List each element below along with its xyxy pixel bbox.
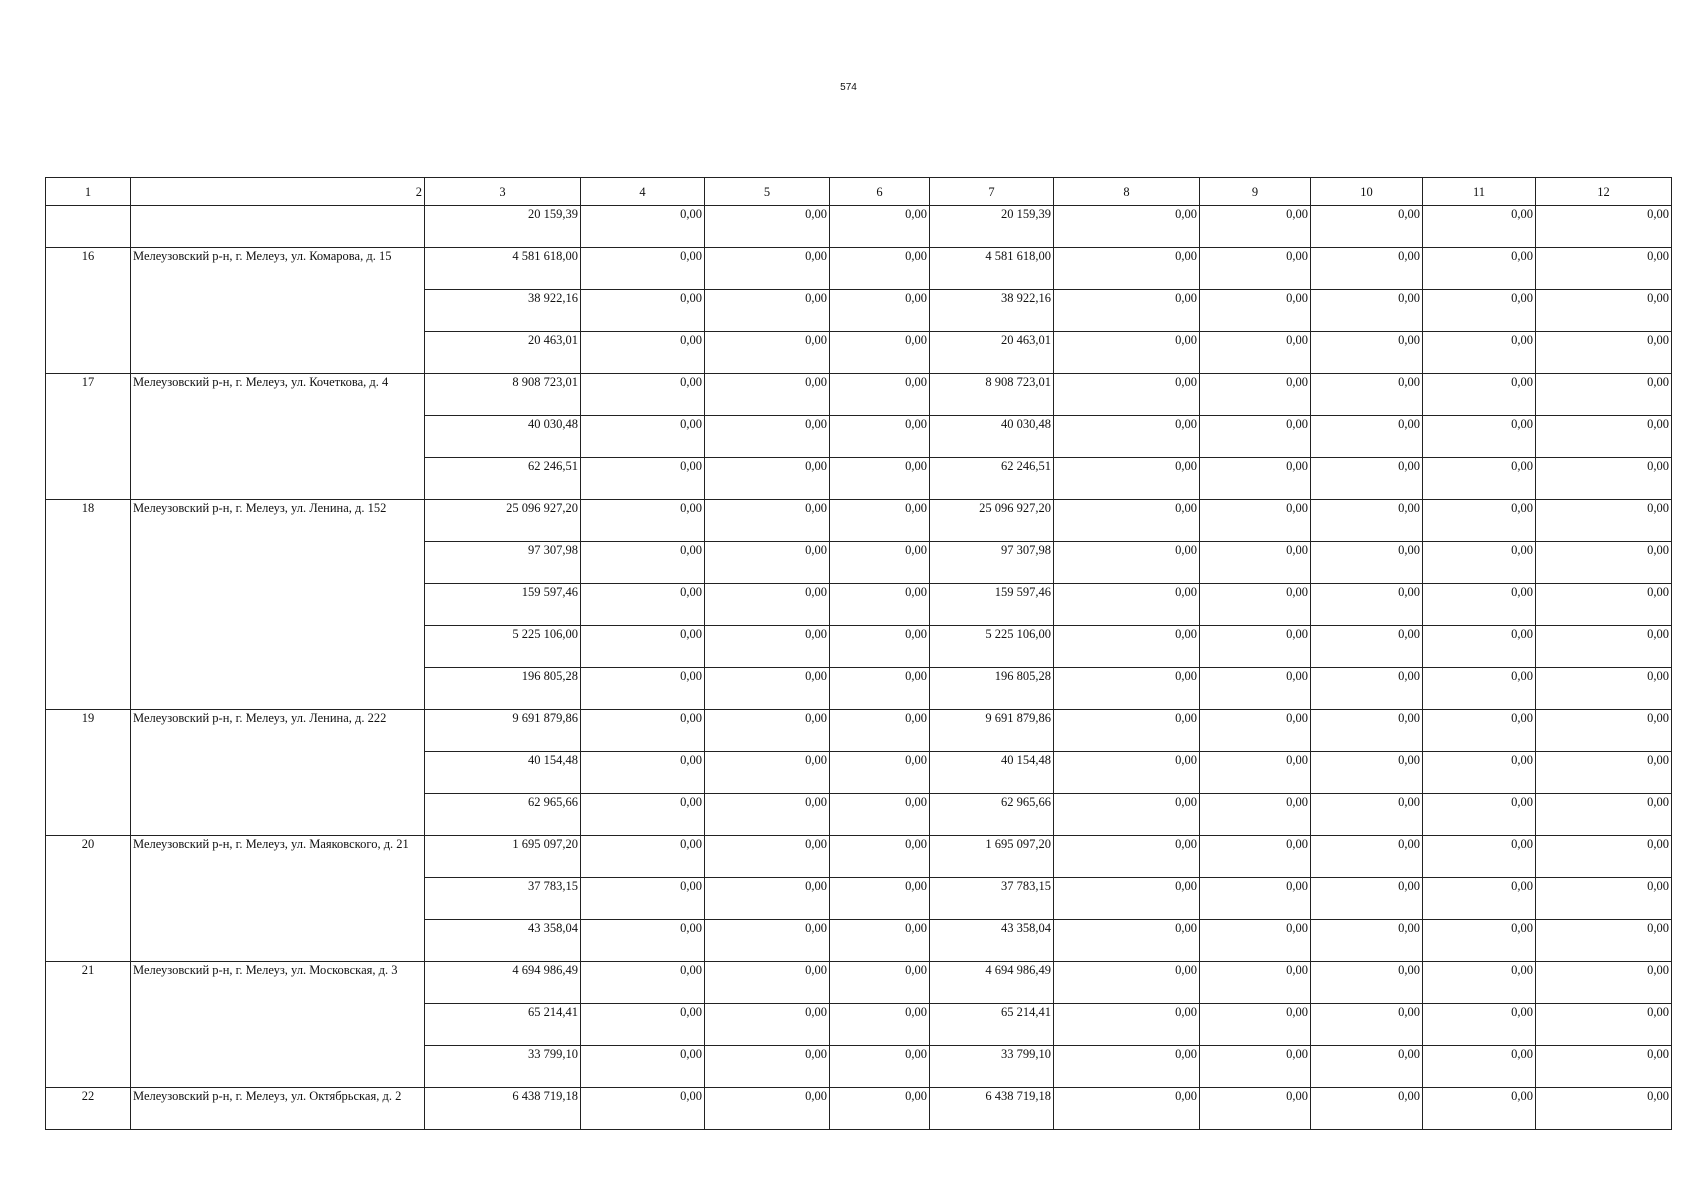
zero-cell: 0,00 — [830, 794, 930, 836]
amount-cell: 38 922,16 — [930, 290, 1054, 332]
amount-cell: 40 030,48 — [425, 416, 581, 458]
amount-cell: 4 581 618,00 — [930, 248, 1054, 290]
amount-cell: 159 597,46 — [930, 584, 1054, 626]
address-cell: Мелеузовский р-н, г. Мелеуз, ул. Комарова, д. 15 — [131, 248, 425, 374]
zero-cell: 0,00 — [1311, 374, 1423, 416]
amount-cell: 20 159,39 — [930, 206, 1054, 248]
zero-cell: 0,00 — [1311, 836, 1423, 878]
amount-cell: 1 695 097,20 — [425, 836, 581, 878]
row-number: 19 — [46, 710, 131, 836]
zero-cell: 0,00 — [705, 416, 830, 458]
zero-cell: 0,00 — [581, 794, 705, 836]
amount-cell: 5 225 106,00 — [425, 626, 581, 668]
zero-cell: 0,00 — [581, 836, 705, 878]
zero-cell: 0,00 — [705, 584, 830, 626]
amount-cell: 9 691 879,86 — [425, 710, 581, 752]
zero-cell: 0,00 — [581, 500, 705, 542]
zero-cell: 0,00 — [1054, 752, 1200, 794]
zero-cell: 0,00 — [1423, 500, 1536, 542]
zero-cell: 0,00 — [1200, 1046, 1311, 1088]
zero-cell: 0,00 — [581, 878, 705, 920]
zero-cell: 0,00 — [1536, 752, 1672, 794]
zero-cell: 0,00 — [830, 458, 930, 500]
zero-cell: 0,00 — [1200, 920, 1311, 962]
zero-cell: 0,00 — [830, 1046, 930, 1088]
zero-cell: 0,00 — [1200, 752, 1311, 794]
amount-cell: 65 214,41 — [930, 1004, 1054, 1046]
zero-cell: 0,00 — [1311, 1046, 1423, 1088]
zero-cell: 0,00 — [1054, 290, 1200, 332]
zero-cell: 0,00 — [1311, 794, 1423, 836]
zero-cell: 0,00 — [1054, 500, 1200, 542]
zero-cell: 0,00 — [1311, 1004, 1423, 1046]
zero-cell: 0,00 — [1311, 710, 1423, 752]
amount-cell: 4 694 986,49 — [930, 962, 1054, 1004]
zero-cell: 0,00 — [1200, 1004, 1311, 1046]
amount-cell: 37 783,15 — [425, 878, 581, 920]
zero-cell: 0,00 — [705, 962, 830, 1004]
zero-cell: 0,00 — [1200, 290, 1311, 332]
zero-cell: 0,00 — [830, 626, 930, 668]
table-row — [46, 206, 1672, 248]
row-number: 16 — [46, 248, 131, 374]
zero-cell: 0,00 — [1054, 1088, 1200, 1130]
zero-cell: 0,00 — [705, 542, 830, 584]
row-number: 22 — [46, 1088, 131, 1130]
zero-cell: 0,00 — [1536, 1046, 1672, 1088]
row-number: 18 — [46, 500, 131, 710]
zero-cell: 0,00 — [1311, 500, 1423, 542]
address-cell: Мелеузовский р-н, г. Мелеуз, ул. Московская, д. 3 — [131, 962, 425, 1088]
zero-cell: 0,00 — [1423, 1088, 1536, 1130]
zero-cell: 0,00 — [1311, 878, 1423, 920]
amount-cell: 62 965,66 — [930, 794, 1054, 836]
zero-cell: 0,00 — [1423, 1046, 1536, 1088]
zero-cell: 0,00 — [581, 962, 705, 1004]
zero-cell: 0,00 — [1311, 626, 1423, 668]
zero-cell: 0,00 — [1423, 416, 1536, 458]
amount-cell: 5 225 106,00 — [930, 626, 1054, 668]
zero-cell: 0,00 — [830, 332, 930, 374]
zero-cell: 0,00 — [1054, 920, 1200, 962]
zero-cell: 0,00 — [1054, 416, 1200, 458]
zero-cell: 0,00 — [1054, 836, 1200, 878]
zero-cell: 0,00 — [1200, 710, 1311, 752]
table-row — [46, 500, 1672, 542]
zero-cell: 0,00 — [830, 920, 930, 962]
zero-cell: 0,00 — [1311, 458, 1423, 500]
amount-cell: 1 695 097,20 — [930, 836, 1054, 878]
zero-cell: 0,00 — [1200, 374, 1311, 416]
zero-cell: 0,00 — [1536, 542, 1672, 584]
amount-cell: 97 307,98 — [425, 542, 581, 584]
table-row — [46, 248, 1672, 290]
zero-cell: 0,00 — [581, 458, 705, 500]
zero-cell: 0,00 — [1536, 458, 1672, 500]
zero-cell: 0,00 — [1200, 248, 1311, 290]
zero-cell: 0,00 — [1054, 374, 1200, 416]
amount-cell: 9 691 879,86 — [930, 710, 1054, 752]
zero-cell: 0,00 — [1054, 584, 1200, 626]
zero-cell: 0,00 — [581, 626, 705, 668]
zero-cell: 0,00 — [1423, 458, 1536, 500]
zero-cell: 0,00 — [581, 1088, 705, 1130]
zero-cell: 0,00 — [1423, 920, 1536, 962]
zero-cell: 0,00 — [1054, 206, 1200, 248]
zero-cell: 0,00 — [705, 752, 830, 794]
zero-cell: 0,00 — [1054, 668, 1200, 710]
zero-cell: 0,00 — [1423, 290, 1536, 332]
address-cell: Мелеузовский р-н, г. Мелеуз, ул. Маяковского, д. 21 — [131, 836, 425, 962]
zero-cell: 0,00 — [830, 206, 930, 248]
amount-cell: 4 581 618,00 — [425, 248, 581, 290]
zero-cell: 0,00 — [830, 710, 930, 752]
zero-cell: 0,00 — [1311, 1088, 1423, 1130]
column-header: 5 — [705, 178, 830, 206]
zero-cell: 0,00 — [705, 794, 830, 836]
zero-cell: 0,00 — [1311, 542, 1423, 584]
zero-cell: 0,00 — [1536, 416, 1672, 458]
zero-cell: 0,00 — [1311, 248, 1423, 290]
amount-cell: 65 214,41 — [425, 1004, 581, 1046]
zero-cell: 0,00 — [705, 248, 830, 290]
zero-cell: 0,00 — [1536, 374, 1672, 416]
zero-cell: 0,00 — [1200, 668, 1311, 710]
zero-cell: 0,00 — [1536, 920, 1672, 962]
zero-cell: 0,00 — [1423, 836, 1536, 878]
zero-cell: 0,00 — [1311, 668, 1423, 710]
zero-cell: 0,00 — [830, 290, 930, 332]
zero-cell: 0,00 — [581, 248, 705, 290]
amount-cell: 196 805,28 — [425, 668, 581, 710]
zero-cell: 0,00 — [1536, 206, 1672, 248]
zero-cell: 0,00 — [705, 332, 830, 374]
zero-cell: 0,00 — [1311, 962, 1423, 1004]
amount-cell: 8 908 723,01 — [930, 374, 1054, 416]
amount-cell: 38 922,16 — [425, 290, 581, 332]
zero-cell: 0,00 — [1200, 626, 1311, 668]
address-cell: Мелеузовский р-н, г. Мелеуз, ул. Ленина, д. 152 — [131, 500, 425, 710]
header-row — [46, 178, 1672, 206]
column-header: 10 — [1311, 178, 1423, 206]
zero-cell: 0,00 — [1423, 752, 1536, 794]
zero-cell: 0,00 — [1200, 836, 1311, 878]
column-header: 11 — [1423, 178, 1536, 206]
amount-cell: 8 908 723,01 — [425, 374, 581, 416]
amount-cell: 33 799,10 — [425, 1046, 581, 1088]
zero-cell: 0,00 — [830, 542, 930, 584]
zero-cell: 0,00 — [705, 1046, 830, 1088]
zero-cell: 0,00 — [1054, 1046, 1200, 1088]
zero-cell: 0,00 — [1423, 332, 1536, 374]
zero-cell: 0,00 — [830, 374, 930, 416]
zero-cell: 0,00 — [1054, 878, 1200, 920]
zero-cell: 0,00 — [705, 500, 830, 542]
zero-cell: 0,00 — [705, 710, 830, 752]
zero-cell: 0,00 — [1423, 584, 1536, 626]
zero-cell: 0,00 — [1536, 500, 1672, 542]
zero-cell: 0,00 — [705, 920, 830, 962]
address-cell — [131, 206, 425, 248]
zero-cell: 0,00 — [1536, 584, 1672, 626]
zero-cell: 0,00 — [705, 458, 830, 500]
zero-cell: 0,00 — [1423, 668, 1536, 710]
column-header: 12 — [1536, 178, 1672, 206]
zero-cell: 0,00 — [1311, 332, 1423, 374]
address-cell: Мелеузовский р-н, г. Мелеуз, ул. Ленина, д. 222 — [131, 710, 425, 836]
zero-cell: 0,00 — [830, 836, 930, 878]
zero-cell: 0,00 — [1536, 1004, 1672, 1046]
row-number: 17 — [46, 374, 131, 500]
table-body — [46, 206, 1672, 1130]
zero-cell: 0,00 — [705, 374, 830, 416]
table-row — [46, 962, 1672, 1004]
zero-cell: 0,00 — [1200, 500, 1311, 542]
zero-cell: 0,00 — [1536, 332, 1672, 374]
zero-cell: 0,00 — [830, 500, 930, 542]
zero-cell: 0,00 — [830, 878, 930, 920]
zero-cell: 0,00 — [830, 962, 930, 1004]
amount-cell: 20 463,01 — [425, 332, 581, 374]
amount-cell: 33 799,10 — [930, 1046, 1054, 1088]
amount-cell: 6 438 719,18 — [425, 1088, 581, 1130]
zero-cell: 0,00 — [1423, 626, 1536, 668]
zero-cell: 0,00 — [1054, 332, 1200, 374]
amount-cell: 62 246,51 — [930, 458, 1054, 500]
zero-cell: 0,00 — [1311, 290, 1423, 332]
zero-cell: 0,00 — [1423, 248, 1536, 290]
amount-cell: 196 805,28 — [930, 668, 1054, 710]
column-header: 8 — [1054, 178, 1200, 206]
zero-cell: 0,00 — [581, 584, 705, 626]
zero-cell: 0,00 — [1054, 962, 1200, 1004]
data-table — [45, 177, 1672, 1130]
amount-cell: 40 154,48 — [930, 752, 1054, 794]
zero-cell: 0,00 — [1311, 920, 1423, 962]
zero-cell: 0,00 — [1200, 458, 1311, 500]
zero-cell: 0,00 — [1536, 962, 1672, 1004]
zero-cell: 0,00 — [1536, 248, 1672, 290]
amount-cell: 43 358,04 — [425, 920, 581, 962]
table-row — [46, 1088, 1672, 1130]
zero-cell: 0,00 — [1054, 1004, 1200, 1046]
zero-cell: 0,00 — [1423, 962, 1536, 1004]
zero-cell: 0,00 — [1423, 878, 1536, 920]
row-number: 20 — [46, 836, 131, 962]
zero-cell: 0,00 — [705, 668, 830, 710]
zero-cell: 0,00 — [581, 1046, 705, 1088]
amount-cell: 25 096 927,20 — [425, 500, 581, 542]
zero-cell: 0,00 — [830, 248, 930, 290]
zero-cell: 0,00 — [830, 668, 930, 710]
zero-cell: 0,00 — [1536, 878, 1672, 920]
zero-cell: 0,00 — [1311, 206, 1423, 248]
zero-cell: 0,00 — [1200, 206, 1311, 248]
zero-cell: 0,00 — [1423, 1004, 1536, 1046]
zero-cell: 0,00 — [1200, 962, 1311, 1004]
table-row — [46, 836, 1672, 878]
zero-cell: 0,00 — [1311, 416, 1423, 458]
amount-cell: 40 154,48 — [425, 752, 581, 794]
zero-cell: 0,00 — [705, 836, 830, 878]
column-header: 6 — [830, 178, 930, 206]
amount-cell: 40 030,48 — [930, 416, 1054, 458]
column-header: 1 — [46, 178, 131, 206]
zero-cell: 0,00 — [830, 584, 930, 626]
table-row — [46, 710, 1672, 752]
zero-cell: 0,00 — [581, 668, 705, 710]
zero-cell: 0,00 — [1054, 458, 1200, 500]
zero-cell: 0,00 — [1311, 584, 1423, 626]
zero-cell: 0,00 — [705, 626, 830, 668]
zero-cell: 0,00 — [830, 1004, 930, 1046]
zero-cell: 0,00 — [705, 1004, 830, 1046]
amount-cell: 25 096 927,20 — [930, 500, 1054, 542]
column-header: 9 — [1200, 178, 1311, 206]
zero-cell: 0,00 — [581, 332, 705, 374]
zero-cell: 0,00 — [581, 920, 705, 962]
amount-cell: 159 597,46 — [425, 584, 581, 626]
zero-cell: 0,00 — [1200, 542, 1311, 584]
zero-cell: 0,00 — [1200, 1088, 1311, 1130]
column-header: 4 — [581, 178, 705, 206]
zero-cell: 0,00 — [1311, 752, 1423, 794]
zero-cell: 0,00 — [1536, 836, 1672, 878]
amount-cell: 43 358,04 — [930, 920, 1054, 962]
zero-cell: 0,00 — [1536, 710, 1672, 752]
zero-cell: 0,00 — [1200, 878, 1311, 920]
address-cell: Мелеузовский р-н, г. Мелеуз, ул. Кочеткова, д. 4 — [131, 374, 425, 500]
zero-cell: 0,00 — [581, 752, 705, 794]
zero-cell: 0,00 — [1536, 290, 1672, 332]
zero-cell: 0,00 — [1423, 710, 1536, 752]
zero-cell: 0,00 — [1536, 626, 1672, 668]
zero-cell: 0,00 — [1423, 206, 1536, 248]
zero-cell: 0,00 — [1200, 332, 1311, 374]
zero-cell: 0,00 — [581, 374, 705, 416]
amount-cell: 6 438 719,18 — [930, 1088, 1054, 1130]
amount-cell: 20 159,39 — [425, 206, 581, 248]
amount-cell: 97 307,98 — [930, 542, 1054, 584]
zero-cell: 0,00 — [581, 542, 705, 584]
amount-cell: 20 463,01 — [930, 332, 1054, 374]
zero-cell: 0,00 — [1423, 542, 1536, 584]
row-number: 21 — [46, 962, 131, 1088]
amount-cell: 4 694 986,49 — [425, 962, 581, 1004]
zero-cell: 0,00 — [1054, 710, 1200, 752]
zero-cell: 0,00 — [1536, 668, 1672, 710]
zero-cell: 0,00 — [581, 710, 705, 752]
zero-cell: 0,00 — [830, 1088, 930, 1130]
column-header: 7 — [930, 178, 1054, 206]
amount-cell: 62 965,66 — [425, 794, 581, 836]
column-header: 2 — [131, 178, 425, 206]
zero-cell: 0,00 — [1423, 374, 1536, 416]
column-header: 3 — [425, 178, 581, 206]
zero-cell: 0,00 — [1054, 248, 1200, 290]
zero-cell: 0,00 — [705, 290, 830, 332]
zero-cell: 0,00 — [581, 290, 705, 332]
zero-cell: 0,00 — [1536, 1088, 1672, 1130]
zero-cell: 0,00 — [1423, 794, 1536, 836]
zero-cell: 0,00 — [1054, 794, 1200, 836]
zero-cell: 0,00 — [830, 416, 930, 458]
zero-cell: 0,00 — [705, 206, 830, 248]
table-row — [46, 374, 1672, 416]
zero-cell: 0,00 — [830, 752, 930, 794]
zero-cell: 0,00 — [1200, 416, 1311, 458]
zero-cell: 0,00 — [1054, 542, 1200, 584]
zero-cell: 0,00 — [1536, 794, 1672, 836]
zero-cell: 0,00 — [581, 206, 705, 248]
zero-cell: 0,00 — [1200, 794, 1311, 836]
zero-cell: 0,00 — [1200, 584, 1311, 626]
row-number — [46, 206, 131, 248]
zero-cell: 0,00 — [705, 1088, 830, 1130]
page-number: 574 — [840, 82, 857, 93]
address-cell: Мелеузовский р-н, г. Мелеуз, ул. Октябрьская, д. 2 — [131, 1088, 425, 1130]
amount-cell: 62 246,51 — [425, 458, 581, 500]
zero-cell: 0,00 — [705, 878, 830, 920]
zero-cell: 0,00 — [581, 416, 705, 458]
zero-cell: 0,00 — [581, 1004, 705, 1046]
zero-cell: 0,00 — [1054, 626, 1200, 668]
amount-cell: 37 783,15 — [930, 878, 1054, 920]
